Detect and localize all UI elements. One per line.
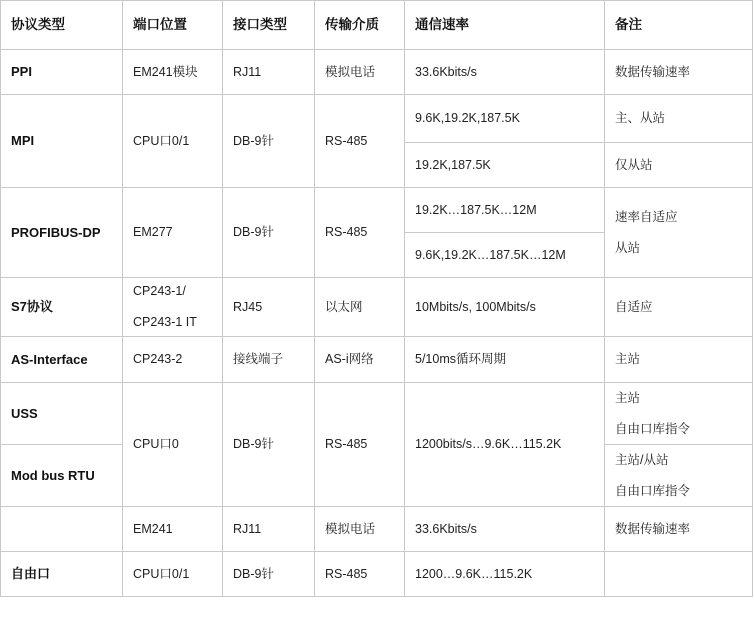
column-header-remark: 备注 <box>605 1 753 50</box>
protocol-name-ppi: PPI <box>1 50 123 95</box>
speed-freeport: 1200…9.6K…115.2K <box>405 552 605 597</box>
protocol-name-mpi: MPI <box>1 95 123 188</box>
interface-terminal-block: 接线端子 <box>223 337 315 383</box>
table-row <box>1 188 753 233</box>
port-cpu-0: CPU口0 <box>123 383 223 507</box>
protocol-name-modbus-rtu: Mod bus RTU <box>1 445 123 507</box>
remark-mpi-a: 主、从站 <box>605 95 753 143</box>
remark-profibus-a: 速率自适应 <box>615 209 678 224</box>
medium-ethernet: 以太网 <box>315 278 405 337</box>
column-header-medium: 传输介质 <box>315 1 405 50</box>
medium-rs485-uss: RS-485 <box>315 383 405 507</box>
remark-data-rate-em241: 数据传输速率 <box>605 507 753 552</box>
table-row <box>1 383 753 445</box>
interface-rj45: RJ45 <box>223 278 315 337</box>
speed-mpi-b: 19.2K,187.5K <box>405 143 605 188</box>
remark-master: 主站 <box>605 337 753 383</box>
remark-data-rate: 数据传输速率 <box>605 50 753 95</box>
medium-as-i-network: AS-i网络 <box>315 337 405 383</box>
speed-uss: 1200bits/s…9.6K…115.2K <box>405 383 605 507</box>
interface-rj11: RJ11 <box>223 50 315 95</box>
column-header-protocol: 协议类型 <box>1 1 123 50</box>
interface-db9-uss: DB-9针 <box>223 383 315 507</box>
port-em277: EM277 <box>123 188 223 278</box>
remark-profibus-b: 从站 <box>615 240 641 255</box>
protocol-name-profibus-dp: PROFIBUS-DP <box>1 188 123 278</box>
medium-rs485-profibus: RS-485 <box>315 188 405 278</box>
table-header-row <box>1 1 753 50</box>
speed-profibus-b: 9.6K,19.2K…187.5K…12M <box>405 233 605 278</box>
port-cpu-0-1-freeport: CPU口0/1 <box>123 552 223 597</box>
speed-33-6k-em241: 33.6Kbits/s <box>405 507 605 552</box>
speed-ethernet: 10Mbits/s, 100Mbits/s <box>405 278 605 337</box>
medium-rs485-freeport: RS-485 <box>315 552 405 597</box>
remark-uss-a: 主站 <box>615 390 641 405</box>
speed-mpi-a: 9.6K,19.2K,187.5K <box>405 95 605 143</box>
protocol-name-freeport: 自由口 <box>1 552 123 597</box>
interface-db9-profibus: DB-9针 <box>223 188 315 278</box>
protocol-name-uss: USS <box>1 383 123 445</box>
table-row <box>1 278 753 337</box>
table-row <box>1 95 753 143</box>
table-row <box>1 337 753 383</box>
table-row <box>1 507 753 552</box>
port-cp243-1 <box>123 278 223 337</box>
remark-auto-adapt: 自适应 <box>605 278 753 337</box>
protocol-name-blank <box>1 507 123 552</box>
remark-uss-b: 自由口库指令 <box>615 421 691 436</box>
interface-db9: DB-9针 <box>223 95 315 188</box>
port-cp243-1-line2: CP243-1 IT <box>133 315 197 329</box>
speed-as-i-cycle: 5/10ms循环周期 <box>405 337 605 383</box>
remark-uss <box>605 383 753 445</box>
speed-33-6k: 33.6Kbits/s <box>405 50 605 95</box>
remark-freeport <box>605 552 753 597</box>
column-header-interface: 接口类型 <box>223 1 315 50</box>
column-header-port: 端口位置 <box>123 1 223 50</box>
table-row <box>1 552 753 597</box>
port-cpu-0-1: CPU口0/1 <box>123 95 223 188</box>
protocol-name-as-interface: AS-Interface <box>1 337 123 383</box>
medium-analog-phone-em241: 模拟电话 <box>315 507 405 552</box>
port-em241: EM241 <box>123 507 223 552</box>
medium-rs485: RS-485 <box>315 95 405 188</box>
remark-profibus <box>605 188 753 278</box>
interface-rj11-em241: RJ11 <box>223 507 315 552</box>
port-cp243-2: CP243-2 <box>123 337 223 383</box>
column-header-speed: 通信速率 <box>405 1 605 50</box>
speed-profibus-a: 19.2K…187.5K…12M <box>405 188 605 233</box>
remark-modbus-b: 自由口库指令 <box>615 483 691 498</box>
medium-analog-phone: 模拟电话 <box>315 50 405 95</box>
port-em241-module: EM241模块 <box>123 50 223 95</box>
remark-modbus-a: 主站/从站 <box>615 452 669 467</box>
remark-modbus <box>605 445 753 507</box>
protocol-name-s7: S7协议 <box>1 278 123 337</box>
port-cp243-1-line1: CP243-1/ <box>133 284 186 299</box>
remark-mpi-b: 仅从站 <box>605 143 753 188</box>
table-row <box>1 50 753 95</box>
interface-db9-freeport: DB-9针 <box>223 552 315 597</box>
